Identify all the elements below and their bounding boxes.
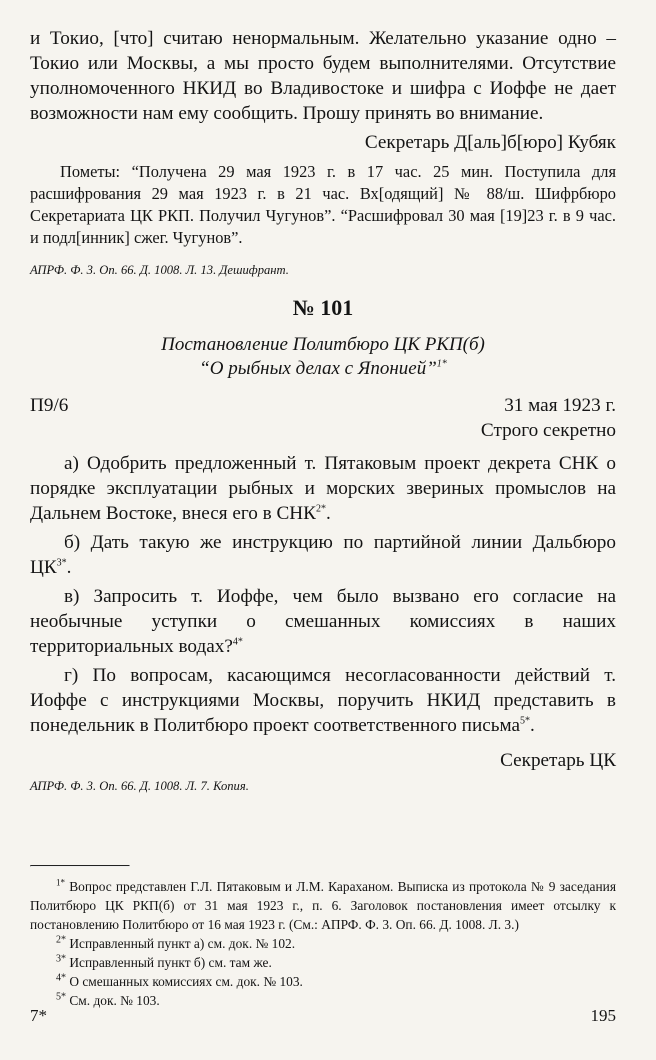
document-signature: Секретарь ЦК [500, 750, 616, 771]
document-date: 31 мая 1923 г. [504, 395, 616, 416]
footnote-3 [30, 953, 616, 972]
footnote-3-text: Исправленный пункт б) см. там же. [66, 955, 272, 970]
page-number: 195 [590, 1006, 616, 1025]
item-a-footnote: 2* [315, 503, 326, 515]
item-c-footnote: 4* [232, 636, 243, 648]
item-d [30, 663, 616, 738]
document-number: № 101 [292, 295, 354, 320]
intro-signature: Секретарь Д[аль]б[юро] Кубяк [364, 132, 616, 153]
protocol-number: П9/6 [30, 395, 69, 416]
item-b [30, 530, 616, 580]
footnote-1-mark: 1* [56, 877, 65, 888]
item-c [30, 584, 616, 659]
footnote-3-mark: 3* [56, 953, 66, 965]
item-b-text: б) Дать такую же инструкцию по партийной линии Дальбюро ЦК [30, 532, 616, 578]
footnote-2 [30, 934, 616, 953]
item-b-footnote: 3* [56, 557, 67, 569]
footnote-4-text: О смешанных комиссиях см. док. № 103. [66, 974, 303, 989]
item-b-tail: . [66, 557, 72, 578]
footnote-5-mark: 5* [56, 991, 66, 1003]
footnote-5-text: См. док. № 103. [66, 993, 160, 1008]
item-a-text: а) Одобрить предложенный т. Пятаковым проект декрета СНК о порядке эксплуатации рыбных и морских звериных промыслов на Дальнем Востоке, внеся его в СНК [30, 453, 616, 524]
document-source: АПРФ. Ф. 3. Оп. 66. Д. 1008. Л. 7. Копия. [30, 779, 249, 793]
footnote-1-text: Вопрос представлен Г.Л. Пятаковым и Л.М. Караханом. Выписка из протокола № 9 заседания Политбюро ЦК РКП(б) от 31 мая 1923 г., п. 6. Заголовок постановления имеет отсылку к постановлению Политбюро от 16 мая 1923 г. (См.: АПРФ. Ф. 3. Оп. 66. Д. 1008. Л. 3.) [30, 879, 616, 932]
document-title-footnote: 1* [436, 358, 447, 370]
item-d-footnote: 5* [520, 715, 531, 727]
document-title-line2 [30, 357, 616, 381]
footnote-1 [30, 877, 616, 934]
footnotes-section [30, 865, 616, 1010]
signature-mark: 7* [30, 1006, 47, 1025]
footnote-divider [30, 865, 130, 867]
document-title-line1: Постановление Политбюро ЦК РКП(б) [161, 334, 485, 355]
intro-paragraph: и Токио, [что] считаю ненормальным. Желательно указание одно – Токио или Москвы, а мы просто будем выполнителями. Отсутствие уполномоченного НКИД во Владивостоке и шифра с Иоффе не дает возможности нам ему сообщить. Прошу принять во внимание. [30, 28, 616, 124]
footnote-4 [30, 972, 616, 991]
intro-notes: Пометы: “Получена 29 мая 1923 г. в 17 час. 25 мин. Поступила для расшифрования 29 мая 1923 г. в 21 час. Вх[одящий] № 88/ш. Шифрбюро Секретариата ЦК РКП. Получил Чугунов”. “Расшифровал 30 мая [19]23 г. в 9 час. и подл[инник] сжег. Чугунов”. [30, 162, 616, 247]
item-c-text: в) Запросить т. Иоффе, чем было вызвано его согласие на необычные уступки о смешанных комиссиях в наших территориальных водах? [30, 586, 616, 657]
page-footer [30, 1006, 616, 1026]
item-d-text: г) По вопросам, касающимся несогласованности действий т. Иоффе с инструкциями Москвы, поручить НКИД представить в понедельник в Политбюро проект соответственного письма [30, 665, 616, 736]
document-title-text: “О рыбных делах с Японией” [199, 358, 437, 379]
item-a [30, 451, 616, 526]
item-a-tail: . [325, 503, 331, 524]
document-page [30, 26, 616, 1010]
item-d-tail: . [530, 715, 535, 736]
classification: Строго секретно [480, 420, 616, 441]
intro-source: АПРФ. Ф. 3. Оп. 66. Д. 1008. Л. 13. Дешифрант. [30, 263, 289, 277]
footnote-4-mark: 4* [56, 972, 66, 984]
footnote-2-text: Исправленный пункт а) см. док. № 102. [66, 936, 296, 951]
footnote-2-mark: 2* [56, 934, 66, 946]
protocol-date-row [30, 393, 616, 418]
